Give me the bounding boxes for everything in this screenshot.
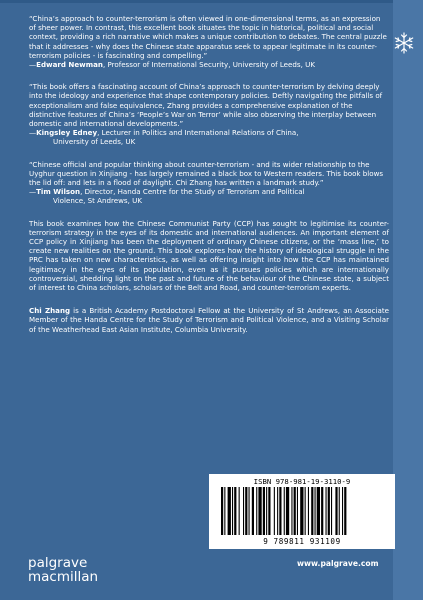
attribution-dash: — <box>29 128 37 138</box>
barcode-number: 9 789811 931109 <box>263 537 341 546</box>
barcode-bar <box>305 487 306 535</box>
barcode-bar <box>300 487 303 535</box>
barcode-bar <box>258 487 261 535</box>
author-bio <box>29 306 389 334</box>
snowflake-icon <box>393 32 415 54</box>
barcode-bar <box>317 487 320 535</box>
author-bio-text: is a British Academy Postdoctoral Fellow at the University of St Andrews, an Associate Member of the Handa Centre for the Study of Terrorism and Political Violence, and a Visiting Scholar of the Weatherhead East Asian Institute, Columbia University. <box>29 306 389 334</box>
publisher-url[interactable]: www.palgrave.com <box>297 559 379 568</box>
barcode-bar <box>277 487 278 535</box>
barcode-bar <box>232 487 233 535</box>
attribution-role-line2: University of Leeds, UK <box>53 137 136 147</box>
barcode-bar <box>294 487 296 535</box>
barcode-bar <box>243 487 244 535</box>
barcode-bar <box>331 487 332 535</box>
quote-text: “China’s approach to counter-terrorism is often viewed in one-dimensional terms, as an expression of sheer power. In contrast, this excellent book situates the topic in historical, political and social context, providing a rich narrative which makes a unique contribution to debates. The central puzzle that it addresses - why does the Chinese state apparatus seek to appear legitimate in its counter-terrorism policies - is fascinating and compelling.” <box>29 14 387 60</box>
barcode-bar <box>268 487 270 535</box>
barcode-bar <box>234 487 236 535</box>
attribution-dash: — <box>29 187 37 197</box>
attribution-role: , Director, Handa Centre for the Study of Terrorism and Political <box>80 187 305 197</box>
attribution-role-line2: Violence, St Andrews, UK <box>53 196 142 206</box>
barcode-bar <box>256 487 257 535</box>
barcode-bar <box>266 487 267 535</box>
barcode-bar <box>284 487 285 535</box>
quote-attribution <box>29 60 389 69</box>
barcode-bar <box>335 487 337 535</box>
endorsement-quote <box>29 82 389 146</box>
barcode-bar <box>279 487 281 535</box>
endorsement-quote <box>29 160 389 206</box>
barcode-bar <box>221 487 223 535</box>
barcode-bar <box>224 487 225 535</box>
barcode-bar <box>286 487 289 535</box>
barcode-bar <box>249 487 250 535</box>
attribution-role: , Professor of International Security, University of Leeds, UK <box>102 60 315 70</box>
logo-line-1: palgrave <box>28 555 88 571</box>
barcode-bar <box>328 487 330 535</box>
attribution-dash: — <box>29 60 37 70</box>
spine-edge <box>393 0 423 600</box>
barcode <box>217 487 387 537</box>
barcode-bar <box>321 487 323 535</box>
barcode-bar <box>239 487 240 535</box>
barcode-bar <box>344 487 346 535</box>
author-name: Chi Zhang <box>29 306 71 316</box>
isbn-label: ISBN 978-981-19-3110-9 <box>253 477 351 486</box>
barcode-bar <box>245 487 247 535</box>
barcode-bar <box>274 487 275 535</box>
quote-attribution <box>29 128 389 146</box>
attribution-name: Tim Wilson <box>36 187 81 197</box>
barcode-bar <box>326 487 327 535</box>
logo-line-2: macmillan <box>28 569 99 585</box>
attribution-role: , Lecturer in Politics and International Relations of China, <box>97 128 299 138</box>
book-description: This book examines how the Chinese Communist Party (CCP) has sought to legitimise its counter-terrorism strategy in the eyes of its domestic and international audiences. An important element of CCP policy in Xinjiang has been the deployment of ordinary Chinese citizens, or the ‘mass line,’ to create new realities on the ground. This book explores how the history of ideological struggle in the PRC has taken on new characteristics, as well as offering insight into how the CCP has maintained legitimacy in the eyes of its population, even as it pursues policies which are internationally controversial, shedding light on the past and future of the behaviour of the Chinese state, a subject of interest to China scholars, scholars of the Belt and Road, and counter-terrorism experts. <box>29 218 389 293</box>
attribution-name: Kingsley Edney <box>36 128 98 138</box>
quote-text: “Chinese official and popular thinking about counter-terrorism - and its wider relationship to the Uyghur question in Xinjiang - has largely remained a black box to Western readers. This book blows the lid off: and lets in a flood of daylight. Chi Zhang has written a landmark study.” <box>29 159 384 188</box>
barcode-bar <box>342 487 343 535</box>
endorsement-quote <box>29 14 389 69</box>
barcode-bar <box>228 487 231 535</box>
cover-text <box>29 14 389 334</box>
barcode-bar <box>291 487 292 535</box>
quote-text: “This book offers a fascinating account of China’s approach to counter-terrorism by delving deeply into the ideology and experience that shape contemporary policies. Deftly navigating the pitfalls of exceptionalism and false equivalence, Zhang provides a comprehensive explanation of the distinctive features of China’s ‘People’s War on Terror’ while also observing the interplay between domestic and international developments.” <box>29 82 383 129</box>
barcode-bar <box>252 487 254 535</box>
barcode-bar <box>263 487 265 535</box>
top-edge <box>0 0 423 3</box>
barcode-bar <box>297 487 298 535</box>
barcode-bar <box>315 487 316 535</box>
barcode-bar <box>339 487 340 535</box>
isbn-barcode-box <box>209 474 395 549</box>
barcode-bar <box>308 487 309 535</box>
barcode-bar <box>311 487 313 535</box>
palgrave-macmillan-logo <box>28 556 98 584</box>
attribution-name: Edward Newman <box>36 60 103 70</box>
quote-attribution <box>29 187 389 205</box>
